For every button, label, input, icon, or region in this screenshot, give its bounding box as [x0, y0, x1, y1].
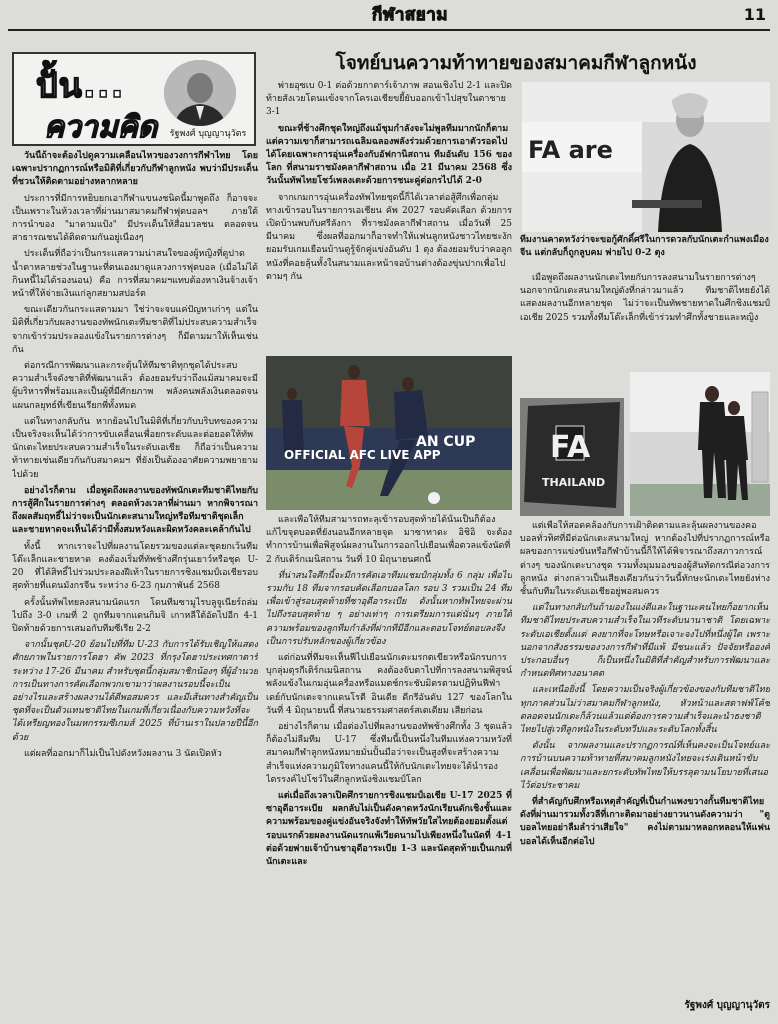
masthead	[0, 0, 778, 30]
author-portrait-graphic	[164, 60, 236, 126]
author-signature: รัฐพงศ์ บุญญานุวัตร	[684, 1000, 770, 1011]
photo-match-action-graphic	[266, 356, 512, 510]
photo-fa-president	[522, 82, 770, 232]
photo-match-action	[266, 356, 512, 510]
photo1-text: FA are	[528, 136, 613, 164]
photo-fa-thailand-flag	[520, 398, 624, 516]
author-photo	[164, 60, 236, 126]
paragraph: อย่างไรก็ตาม เมื่อต่องไปที่ผลงานของทัพช้างศึกทั้ง 3 ชุดแล้วก็ต้องไม่ลืมทีม U-17 ซึ่งทีมนี้เป็นหนึ่งในทีมแห่งความหวังที่สมาคมกีฬาลูกหนังหมายมั่นปั้นมือว่าจะเป็นสูงที่จะสร้างความสำเร็จแห่งความภูมิใจทางแคนนี้ให้กับนักเตะไทยจะได้นำรองไตรรงค์ไปโชว์ในศึกลูกหนังชิงแชมป์โลก	[266, 722, 512, 785]
column-title-line2: ความคิด	[44, 110, 158, 145]
photo-players-graphic	[630, 372, 770, 516]
paragraph: แต่เมื่อถึงเวลาเปิดศึกรายการชิงแชมป์เอเชีย U-17 2025 ที่ซาอุดีอาระเบีย ผลกลับไม่เป็นดังคาดหวังนักเรียนดักเชิงชั้นและความพร้อมของคู่แข่งอันจริงจังทำให้ทัพวัยใสไทยต้องยอมตั้งแต่รอบแรกด้วยผลงานนัดแรกแพ้เวียดนามไปเพียงหนึ่งในนัดที่ 4-1 ต่อด้วยพ่ายเจ้าบ้านชาอุดีอาระเบีย 1-3 และนัดสุดท้ายเป็นเกมที่นักเตะและ	[266, 791, 512, 868]
paragraph: อย่างไรก็ตาม เมื่อพูดถึงผลงานของทัพนักเตะทีมชาติไทยกับการสู้ศึกในรายการต่างๆ ตลอดห้วงเวลาที่ผ่านมา หากพิจารณาถึงผลสัมฤทธิ์ไม่ว่าจะเป็นนักเตะสนามใหญ่หรือทีมชาติชุดเล็กและชายหาดจะเห็นได้ว่ามีทั้งสมหวังและผิดหวังคละเคล้ากันไป	[12, 485, 258, 536]
paragraph: ต่อกรณีการพัฒนาและกระตุ้นให้ทีมชาติทุกชุดได้ประสบความสำเร็จดังชาติที่พัฒนาแล้ว ต้องยอมรับว่าถึงแม้สมาคมจะมีผู้บริหารที่พร้อมและเป็นผู้ที่มีศักยภาพ พลังคนพลังเงินตลอดจนแผนกลยุทธ์ที่เขียนเรียกพี่ทั้งหมด	[12, 361, 258, 411]
masthead-rule	[8, 29, 770, 31]
photo3-thailand-text: THAILAND	[542, 476, 606, 489]
paragraph: ขณะเดียวกันกระแสตามมา ใช่ว่าจะจบแค่ปัญหาเก่าๆ แต่ในมิติที่เกี่ยวกับผลงานของทัพนักเตะทีมชาติที่ไม่ประสบความสำเร็จ จากเข้าร่วมประลองแข้งในรายการต่างๆ ก็มีตามมาให้เห็นเช่นกัน	[12, 305, 258, 355]
photo2-banner-text: AN CUP	[416, 434, 476, 450]
column-title-line1: ปั้น...	[36, 66, 125, 106]
author-caption: รัฐพงศ์ บุญญานุวัตร	[169, 129, 247, 139]
photo-players	[630, 372, 770, 516]
body-column-2-top	[266, 80, 512, 352]
paragraph: ประการที่มีการหยิบยกเอากีฬาแขนงชนิดนี้มาพูดถึง ก็อาจจะเป็นเพราะในห้วงเวลาที่ผ่านมาสมาคมกีฬาฟุตบอลฯ ภายใต้การนำของ "มาดามแป้ง" มีประเด็นให้สื่อมวลชน ตลอดจนสาธารณชนได้ติดตามกันอยู่เนืองๆ	[12, 193, 258, 244]
headline: โจทย์บนความท้าทายของสมาคมกีฬาลูกหนัง	[335, 52, 697, 74]
paragraph: ที่น่าสนใจศึกนี้จะมีการคัดเอาทีมแชมป์กลุ่มทั้ง 6 กลุ่ม เพื่อไปรวมกับ 18 ทีมจากรอบคัดเลือกบอลโลก รอบ 3 รวมเป็น 24 ทีมเพื่อเข้าสู่รอบสุดท้ายที่ซาอุดีอาระเบีย ดังนั้นหากทัพไทยจะผ่านไปถึงรอบสุดท้าย ๆ อย่างเท่าๆ การเตรียมการแต่นั่นๆ ภายใต้ความพร้อมของลูกทีมกำลังที่ฝากทีมีอีกและตอบโจทย์ตอบลงจึงเป็นการปรับหลักของผู้เกี่ยวข้อง	[266, 570, 512, 647]
paragraph: แต่ในทางกลับกันถ้ามองในแง่ดีและในฐานะคนไทยก็อยากเห็นทีมชาติไทยประสบความสำเร็จในเวทีระดับนานาชาติ โดยเฉพาะระดับเอเชียตั้งเเต่ คงยากที่จะโทษหรือเจาะจงไปที่หนึ่งผู้ใด เพราะนอกจากสังธรรมของวงการกีฬาที่มีแพ้ มีชนะแล้ว ปัจจัยหรือองค์ประกอบอื่นๆ ก็เป็นหนึ่งในมิติที่สำคัญสำหรับการพัฒนาและกำหนดทิศทางอนาคต	[520, 603, 770, 680]
paragraph: พ่ายอุซเบ 0-1 ต่อด้วยกาตาร์เจ้าภาพ สอนเชิงไป 2-1 และปิดท้ายสังเวยโดนแข้งจากโครเอเชียขยี้ยับออกเข้าไปสุขในตาชาย 3-1	[266, 81, 512, 118]
paragraph: ประเด็นที่ถือว่าเป็นกระแสความน่าสนใจของผู้หญิงที่ดูปาดน้ำตาหลายช่วงในฐานะที่ตนเองมาดูแลวงการฟุตบอล (เมื่อไม่ได้กินหนี้ไม่ได้รองนอน) คือ การที่สมาคมฯแทบต้องหาเงินจ้างเจ้าหน้าที่ให้จ่ายเงินแก่ลูกสยามสปอร์ต	[12, 249, 258, 300]
paragraph: จากเกมการอุ่นเครื่องทัพไทยชุดนี้ก็ได้เวลาต่อสู้ศึกเพื่อกลุ่มทางเข้ารอบในรายการเอเชียน คัพ 2027 รอบคัดเลือก ด้วยการเปิดบ้านพบกับศรีลังกา ที่ราชมังคลากีฬาสถาน เมื่อวันที่ 25 มีนาคม ซึ่งผลที่ออกมาก็อาจทำให้แฟนลูกหนังชาวไทยชะงักยอมรับเกมเยือนบ้านดูรู้จักคู่แข่งอันดับ 1 ตุง ต้องยอมรับว่าคอลูกหนังที่คอยลุ้นทั้งในสนามและหน้าจอบ้านต่างต้องขุ่นปากเพื่อไปตามๆ กัน	[266, 192, 512, 282]
paragraph: ที่สำคัญกับศึกหรือเหตุสำคัญที่เป็นกำแพงขวางกั้นทีมชาติไทยดังที่ผ่านมารวมทั้งวลีที่เกาะติดมาอย่างยาวนานดังความว่า "ตูบอลไทยอย่าลืมลำว่าเสียใจ" คงไม่ตามมาหลอกหลอนให้แฟนบอลได้เห็นอีกต่อไป	[520, 797, 770, 847]
paragraph: วันนี้ถ้าจะต้องไปดูความเคลื่อนไหวของวงการกีฬาไทย โดยเฉพาะปรากฏการณ์หรือมิติที่เกี่ยวกับกีฬาลูกหนัง พบว่ามีประเด็นที่ชวนให้ติดตามอย่างหลากหลาย	[12, 151, 258, 188]
paragraph: แต่ก่อนที่ทีมจะเห็นฟีไปเยือนนักเตะมรกตเขียวหรือนักรบการบุกลุ่มตุรกีเติร์กเมนิสถาน คงต้องจับตาไปที่การลงสนามพิสูจน์พลังแข้งในเกมอุ่นเครื่องหรือแมตช์กระชับมิตรตามปฏิทินฟีฟ่าเดย์กับนักเตะจากแดนโรตี อินเดีย ดีกรีอันดับ 127 ของโลกในวันที่ 4 มิถุนายนนี้ ที่สนามธรรมศาสตร์สเตเดียม เสียก่อน	[266, 653, 512, 716]
paragraph: และเหนือยิ่งนี้ โดยความเป็นจริงผู้เกี่ยวข้องของกับทีมชาติไทยทุกภาคส่วนไม่ว่าสมาคมกีฬาลูกหนัง, หัวหน้าและสตาฟฟ์โค้ช ตลอดจนนักเตะก็ล้วนแล้วแต่ต้องการความสำเร็จและนำธงชาติไทยไปสู่เวทีลูกหนังในระดับทวีปและระดับโลกทั้งสิ้น	[520, 685, 770, 736]
column-header-box	[12, 52, 256, 146]
page-number: 11	[743, 5, 766, 24]
photo3-fa-text: FA	[550, 430, 591, 465]
paragraph: ทั้งนี้ หากเราจะไปที่ผลงานโดยรวมของแต่ละชุดยกเว้นทีมโต๊ะเล็กและชายหาด คงต้องเริ่มที่ทัพช้างศึกรุ่นเยาว์หรือชุด U-20 ที่ได้สิทธิ์ไปร่วมประลองฝีเท้าในรายการชิงแชมป์เอเชียรอบสุดท้ายที่แดนมังกรจีน ระหว่าง 6-23 กุมภาพันธ์ 2568	[12, 541, 258, 592]
body-column-2-bottom	[266, 514, 512, 1016]
paragraph: แต่เพื่อให้สอดคล้องกับการเฝ้าติดตามและลุ้นผลงานของคอบอลทั่วทิศที่มีต่อนักเตะสนามใหญ่ หากต้องไปที่ปรากฏการณ์หรือผลของการแข่งขันหรือกีฬาบ้านนี้ก็ให้ได้พิจารณาถึงสภาวการณ์ต่างๆ ของนักเตะบางชุด รวมทั้งมุมมองของผู้สันทัดกรณีต่อวงการลูกหนัง ต่างกล่าวเป็นเสียงเดียวกันว่าวันนี้ทักษะนักเตะไทยยังห่างชั้นกับทีมในระดับเอเชียอยู่พอสมควร	[520, 521, 770, 598]
paragraph: เมื่อพูดถึงผลงานนักเตะไทยกับการลงสนามในรายการต่างๆ นอกจากนักเตะสนามใหญ่ดังที่กล่าวมาแล้ว ทีมชาติไทยยังได้แสดงผลงานอีกหลายชุด ไม่ว่าจะเป็นทัพชายหาดในศึกชิงแชมป์เอเชีย 2025 รวมทั้งทีมโต๊ะเล็กที่เข้าร่วมทำศึกทั้งชายและหญิง	[520, 273, 770, 323]
paragraph: ดังนั้น จากผลงานและปรากฏการณ์ที่เห็นคงจะเป็นโจทย์และการบ้านบนความท้าทายที่สมาคมลูกหนังไทยจะเร่งเดินหน้าขับเคลื่อนเพื่อพัฒนาและยกระดับทัพไทยให้บรรลุตามนโยบายที่เสนอไว้ต่อประชาคม	[520, 741, 770, 791]
photo-caption: ทีมงานคาดหวังว่าจะขอกู้ศักดิ์ศรีในการดวลกับนักเตะกำแพงเมืองจีน แต่กลับก็ถูกลูบคม พ่ายไป 0-2 ตุง	[520, 235, 769, 258]
body-column-1	[12, 150, 258, 1016]
paragraph: ครั้งนั้นทัพไทยลงสนามนัดแรก โดนทีมซามูไรบลูจูเนียร์ถล่มไปถึง 3-0 เกมที่ 2 ถูกทีมจากแดนกิมจิ เกาหลีใต้อัดไปอีก 4-1 ปิดท้ายด้วยการเสมอกับทีมซีเรีย 2-2	[12, 597, 258, 634]
paragraph: และเพื่อให้ทีมสามารถทะลุเข้ารอบสุดท้ายได้นั้นเป็นก็ต้องแก้ไขจุดบอดที่ยังนอนอีกหลายจุด มาซาทาดะ อิชิอิ จะต้องทำการบ้านเพื่อพิสูจน์ผลงานในการออกไปเยือนเพื่อตวลแข้งนัดที่ 2 กับเติร์กเมนิสถาน วันที่ 10 มิถุนายนศกนี้	[266, 515, 512, 565]
paper-name: กีฬาสยาม	[371, 5, 449, 25]
paragraph: แต่ผลที่ออกมาก็ไม่เป็นไปดังหวังผลงาน 3 นัดเปิดหัว	[24, 748, 222, 759]
paragraph: จากนั้นชุดU-20 ย้อนไปที่ทีม U-23 กับการได้รับเชิญให้แสดงศักยภาพในรายการโตฮา คัพ 2023 ที่กรุงโดฮาประเทศกาตาร์ ระหว่าง 17-26 มีนาคม สำหรับชุดนี้กลุ่มสมาชิกน้องๆ ที่ผู้อำนวยการเป็นทางการคัดเลือกพวกเขามาว่าผลงานรอบนี้จะเป็นอย่างไรและสร้างผลงานได้ดีพอสมควร และมีเส้นทางสำคัญเป็นชุดที่จะเป็นตัวแทนชาติไทยในเกมที่เกี่ยวเนื่องกับความหวังที่จะได้เหรียญทองในมหกรรมซีเกมส์ 2025 ที่บ้านเราในปลายปีนี้อีกด้วย	[12, 640, 258, 743]
paragraph: แต่ในทางกลับกัน หากย้อนไปในมิติที่เกี่ยวกับบริบทของความเป็นจริงจะเห็นได้ว่าการขับเคลื่อนเพื่อยกระดับและต่อยอดให้ทัพนักเตะไทยประสบความสำเร็จในระดับเอเชีย ก็ถือว่าเป็นความท้าทายเช่นเดียวกันกับสมาคมฯ ที่ยังเป็นต้องอาศัยความพยายามไปด้วย	[12, 416, 258, 480]
body-column-3-bottom	[520, 520, 770, 1016]
photo2-board-text: OFFICIAL AFC LIVE APP	[284, 448, 441, 462]
paragraph: ขณะที่ช้างศึกชุดใหญ่ถึงแม้ชุมกำลังจะไม่พูลทีมมากนักก็ตามแต่ความเขาก็สามารถเฉลิมฉลองพลังร่วมด้วยการเอาตัวรอดไปได้โดยเฉพาะการอุ่นเครื่องกับอัฟกานิสถาน ทีมอันดับ 156 ของโลก ที่สนามราชมังคลากีฬาสถาน เมื่อ 21 มีนาคม 2568 ซึ่งวันนั้นทัพไทยโชว์เพลงเตะด้วยการชนะคู่ต่อกรไปได้ 2-0	[266, 123, 512, 187]
